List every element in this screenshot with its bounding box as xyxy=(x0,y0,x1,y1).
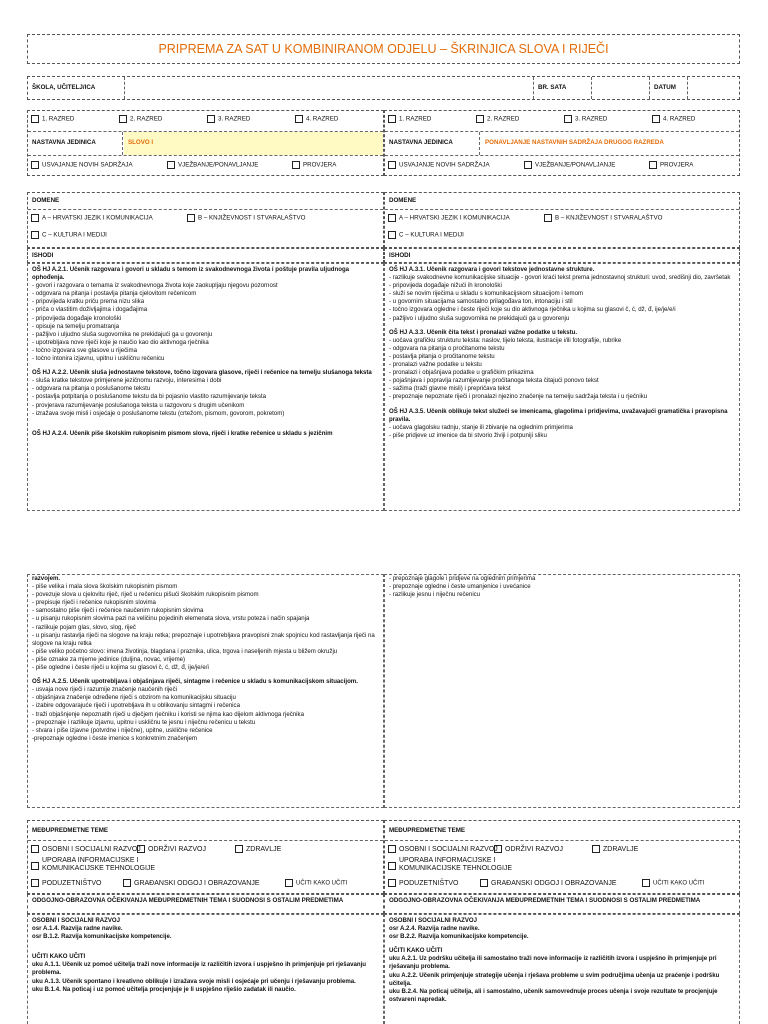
outcome-item: - piše oznake za mjerne jedinice (duljina, novac, vrijeme) xyxy=(32,655,186,663)
outcome-heading: UČITI KAKO UČITI xyxy=(389,947,443,955)
checkbox-icon[interactable] xyxy=(388,862,396,870)
expect-left xyxy=(27,914,384,1024)
outcome-heading: osr B.1.2. Razvija komunikacijske kompetencije. xyxy=(32,933,172,941)
cross-osobni[interactable] xyxy=(388,845,498,854)
outcome-item: -prepoznaje ogledne i česte imenice s konkretnim značenjem xyxy=(32,734,197,742)
checkbox-icon[interactable] xyxy=(652,115,660,123)
expect-header-right xyxy=(384,894,740,914)
cross-item-label: ODRŽIVI RAZVOJ xyxy=(505,846,563,853)
outcome-item: - piše velika i mala slova školskim rukopisnim pismom xyxy=(32,583,178,591)
checkbox-icon[interactable] xyxy=(137,845,145,853)
cross-odrzivi[interactable] xyxy=(494,845,582,854)
left-unit-field[interactable] xyxy=(124,132,383,155)
grade-label: 1. RAZRED xyxy=(399,115,432,123)
grade-label: 3. RAZRED xyxy=(575,115,608,123)
cross-item-label: OSOBNI I SOCIJALNI RAZVOJ xyxy=(399,846,498,853)
left-grade-2[interactable] xyxy=(119,115,197,124)
outcome-item: - pronalazi i objašnjava podatke u grafičkim prikazima xyxy=(389,369,534,377)
outcome-heading: OSOBNI I SOCIJALNI RAZVOJ xyxy=(32,917,121,924)
outcome-item: - razlikuje svakodnevne komunikacijske situacije - govori kraći tekst prema jednostavnoj strukturi: uvod, središnji dio, završetak xyxy=(389,274,731,282)
domain-label: A – HRVATSKI JEZIK I KOMUNIKACIJA xyxy=(42,214,153,222)
checkbox-icon[interactable] xyxy=(564,115,572,123)
outcome-item: - prepoznaje ogledne i česte umanjenice i uvećanice xyxy=(389,583,531,591)
outcomes-header-right xyxy=(384,248,740,263)
left-grade-1[interactable] xyxy=(31,115,109,124)
domain-c[interactable] xyxy=(31,231,107,240)
right-unit-value: PONAVLJANJE NASTAVNIH SADRŽAJA DRUGOG RAZREDA xyxy=(485,139,664,146)
checkbox-icon[interactable] xyxy=(388,845,396,853)
grade-label: 2. RAZRED xyxy=(487,115,520,123)
outcomes-left-1 xyxy=(27,263,384,511)
outcome-item: - odgovara na pitanja o pročitanome tekstu xyxy=(389,344,505,352)
outcome-heading: uku A.2.1. Uz podršku učitelja ili samostalno traži nove informacije iz različitih izvora i uspješno ih primjenjuje pri rješavanju problema. xyxy=(389,955,717,971)
type-label: PROVJERA xyxy=(303,161,337,169)
cross-gradjanski[interactable] xyxy=(480,879,632,888)
checkbox-icon[interactable] xyxy=(285,879,293,887)
type-label: USVAJANJE NOVIH SADRŽAJA xyxy=(42,161,133,169)
checkbox-icon[interactable] xyxy=(187,214,195,222)
checkbox-icon[interactable] xyxy=(544,214,552,222)
outcome-item: - sažima (traži glavne misli) i prepričava tekst xyxy=(389,385,511,393)
outcome-item: - opisuje na temelju promatranja xyxy=(32,322,120,330)
outcome-heading: OŠ HJ A.3.3. Učenik čita tekst i pronalazi važne podatke u tekstu. xyxy=(389,328,578,336)
outcome-item: - pripovijeda događaje kronološki xyxy=(32,314,122,322)
domain-a[interactable] xyxy=(31,214,177,223)
right-grade-4[interactable] xyxy=(652,115,695,124)
right-unit-field[interactable] xyxy=(481,132,739,155)
left-type-row xyxy=(31,161,346,170)
cross-label: MEĐUPREDMETNE TEME xyxy=(32,827,108,834)
outcomes-label: ISHODI xyxy=(32,252,54,259)
outcome-heading: OŠ HJ A.2.5. Učenik upotrebljava i objašnjava riječi, sintagme i rečenice u skladu s komunikacijskom situacijom. xyxy=(32,678,358,686)
left-type-check[interactable] xyxy=(292,161,336,170)
right-grade-3[interactable] xyxy=(564,115,642,124)
outcome-item: - točno intonira izjavnu, upitnu i uskličnu rečenicu xyxy=(32,355,165,363)
cross-item-label: ZDRAVLJE xyxy=(246,846,282,853)
checkbox-icon[interactable] xyxy=(295,115,303,123)
outcome-item: - u govornim situacijama samostalno prilagođava ton, intonaciju i stil xyxy=(389,298,573,306)
left-type-practice[interactable] xyxy=(167,161,282,170)
left-unit-value: SLOVO I xyxy=(128,139,154,146)
cross-item-label: ZDRAVLJE xyxy=(603,846,639,853)
outcome-item: - služi se novim riječima u skladu s komunikacijskom situacijom i temom xyxy=(389,290,584,298)
outcome-item: - postavlja pitanja o pročitanome tekstu xyxy=(389,352,495,360)
outcome-heading: OŠ HJ A.2.1. Učenik razgovara i govori u skladu s temom iz svakodnevnoga života i poštuje pravila uljudnoga ophođenja. xyxy=(32,266,350,282)
outcome-item: - piše veliko početno slovo: imena životinja, blagdana i praznika, ulica, trgova i naseljenih mjesta u bližem okružju xyxy=(32,647,338,655)
outcome-item: - piše pridjeve uz imenice da bi stvorio živiji i potpuniji sliku xyxy=(389,431,547,439)
outcome-item: - pažljivo i uljudno sluša sugovornika ne prekidajući ga u govorenju xyxy=(389,314,570,322)
checkbox-icon[interactable] xyxy=(167,161,175,169)
outcome-item: - izražava svoje misli i osjećaje o poslušanome tekstu (crtežom, pismom, govorom, pokretom) xyxy=(32,409,285,417)
outcome-item: - provjerava razumijevanje poslušanoga teksta u razgovoru s drugim učenikom xyxy=(32,401,245,409)
right-type-check[interactable] xyxy=(649,161,693,170)
school-label: ŠKOLA, UČITELJ/ICA xyxy=(32,84,96,91)
domain-b[interactable] xyxy=(544,214,662,223)
outcome-heading: uku A.1.3. Učenik spontano i kreativno oblikuje i izražava svoje misli i osjećaje pri učenju i rješavanju problema. xyxy=(32,977,356,985)
outcome-item: - upotrebljava nove riječi koje je naučio kao dio aktivnoga rječnika xyxy=(32,338,209,346)
outcome-item: - pripovijeda kratku priču prema nizu slika xyxy=(32,298,145,306)
outcomes-label: ISHODI xyxy=(389,252,411,259)
cross-zdravlje[interactable] xyxy=(592,845,638,854)
date-field[interactable] xyxy=(689,78,739,98)
checkbox-icon[interactable] xyxy=(388,214,396,222)
cross-right xyxy=(384,820,740,894)
checkbox-icon[interactable] xyxy=(235,845,243,853)
outcome-item: - usvaja nove riječi i razumije značenje naučenih riječi xyxy=(32,686,177,694)
outcome-item: - razlikuje jesnu i niječnu rečenicu xyxy=(389,591,481,599)
grade-label: 4. RAZRED xyxy=(306,115,339,123)
cross-ikt[interactable] xyxy=(388,857,528,872)
checkbox-icon[interactable] xyxy=(31,879,39,887)
checkbox-icon[interactable] xyxy=(388,231,396,239)
checkbox-icon[interactable] xyxy=(119,115,127,123)
grade-label: 1. RAZRED xyxy=(42,115,75,123)
right-unit-block xyxy=(384,110,740,176)
cross-osobni[interactable] xyxy=(31,845,141,854)
checkbox-icon[interactable] xyxy=(388,115,396,123)
cross-item-label: UPORABA INFORMACIJSKE I KOMUNIKACIJSKE TEHNOLOGIJE xyxy=(42,857,156,872)
checkbox-icon[interactable] xyxy=(388,161,396,169)
checkbox-icon[interactable] xyxy=(480,879,488,887)
type-label: VJEŽBANJE/PONAVLJANJE xyxy=(535,161,616,169)
outcome-item: - priča o vlastitim doživljajima i događajima xyxy=(32,306,148,314)
cross-item-label: PODUZETNIŠTVO xyxy=(42,880,102,887)
outcome-item: - točno izgovara sve glasove u riječima xyxy=(32,346,137,354)
left-type-new[interactable] xyxy=(31,161,157,170)
cross-item-label: PODUZETNIŠTVO xyxy=(399,880,459,887)
outcome-item: - pripovijeda događaje nižući ih kronološki xyxy=(389,282,502,290)
info-row xyxy=(27,76,740,100)
domain-c[interactable] xyxy=(388,231,464,240)
checkbox-icon[interactable] xyxy=(31,862,39,870)
outcomes-right-2 xyxy=(384,574,740,808)
outcome-item: - pažljivo i uljudno sluša sugovornika ne prekidajući ga u govorenju xyxy=(32,330,213,338)
right-grade-row xyxy=(388,115,705,124)
cross-item-label: UČITI KAKO UČITI xyxy=(653,881,705,887)
outcomes-header-left xyxy=(27,248,384,263)
checkbox-icon[interactable] xyxy=(207,115,215,123)
outcome-item: - u pisanju rastavlja riječi na slogove na kraju retka; prepoznaje i upotrebljava pravopisni znak spojnicu kod rastavljanja riječi na slogove na kraju retka xyxy=(32,631,375,647)
outcome-item: - pronalazi važne podatke u tekstu xyxy=(389,361,482,369)
outcome-heading: osr A.1.4. Razvija radne navike. xyxy=(32,925,123,933)
left-unit-label: NASTAVNA JEDINICA xyxy=(32,139,96,146)
date-label: DATUM xyxy=(654,84,676,91)
outcome-item: - uočava glagolsku radnju, stanje ili zbivanje na oglednim primjerima xyxy=(389,423,573,431)
domain-a[interactable] xyxy=(388,214,534,223)
outcome-heading: OŠ HJ A.3.1. Učenik razgovara i govori tekstove jednostavne strukture. xyxy=(389,266,595,273)
outcome-heading: OŠ HJ A.3.5. Učenik oblikuje tekst služeći se imenicama, glagolima i pridjevima, uvažavajući gramatička i pravopisna pravila. xyxy=(389,407,728,423)
outcome-heading: OŠ HJ A.2.2. Učenik sluša jednostavne tekstove, točno izgovara glasove, riječi i rečenice na temelju slušanoga teksta xyxy=(32,369,372,377)
checkbox-icon[interactable] xyxy=(524,161,532,169)
outcome-item: - odgovara na pitanja i postavlja pitanja cjelovitom rečenicom xyxy=(32,290,197,298)
cross-left xyxy=(27,820,384,894)
outcome-item: - sluša kratke tekstove primjerene jezičnomu razvoju, interesima i dobi xyxy=(32,377,222,385)
outcomes-left-2 xyxy=(27,574,384,808)
outcome-item: - samostalno piše riječi i rečenice naučenim rukopisnim slovima xyxy=(32,607,204,615)
outcome-heading: uku A.2.2. Učenik primjenjuje strategije učenja i rješava probleme u svim područjima učenja uz praćenje i podršku učitelja. xyxy=(389,971,720,987)
outcome-item: - prepoznaje glagole i pridjeve na oglednim primjerima xyxy=(389,575,536,582)
outcome-item: - prepoznaje i razlikuje izjavnu, upitnu i uskličnu te jesnu i niječnu rečenicu u tekstu xyxy=(32,718,256,726)
outcome-heading: OŠ HJ A.2.4. Učenik piše školskim rukopisnim pismom slova, riječi i kratke rečenice u skladu s jezičnim xyxy=(32,429,333,437)
right-type-row xyxy=(388,161,703,170)
checkbox-icon[interactable] xyxy=(123,879,131,887)
page-title: PRIPREMA ZA SAT U KOMBINIRANOM ODJELU – ŠKRINJICA SLOVA I RIJEČI xyxy=(158,42,609,56)
outcome-item: - razlikuje pojam glas, slovo, slog, riječ xyxy=(32,623,136,631)
outcome-heading: UČITI KAKO UČITI xyxy=(32,953,86,961)
grade-label: 4. RAZRED xyxy=(663,115,696,123)
outcome-item: - postavlja potpitanja o poslušanome tekstu da bi pojasnio vlastito razumijevanje teksta xyxy=(32,393,267,401)
right-grade-1[interactable] xyxy=(388,115,466,124)
cross-label: MEĐUPREDMETNE TEME xyxy=(389,827,465,834)
type-label: USVAJANJE NOVIH SADRŽAJA xyxy=(399,161,490,169)
left-grade-4[interactable] xyxy=(295,115,338,124)
outcome-item: - prepisuje riječi i rečenice rukopisnim slovima xyxy=(32,599,156,607)
outcome-item: - stvara i piše izjavne (potvrdne i niječne), upitne, usklične rečenice xyxy=(32,726,213,734)
cross-uku[interactable] xyxy=(285,879,347,888)
cross-item-label: OSOBNI I SOCIJALNI RAZVOJ xyxy=(42,846,141,853)
outcome-item: - govori i razgovara o temama iz svakodnevnoga života koje zaokupljaju njegovu pozornost xyxy=(32,282,278,290)
hour-field[interactable] xyxy=(593,78,647,98)
title-box xyxy=(27,34,740,64)
cross-item-label: GRAĐANSKI ODGOJ I OBRAZOVANJE xyxy=(134,880,260,887)
domain-b[interactable] xyxy=(187,214,305,223)
cross-poduzetnistvo[interactable] xyxy=(31,879,113,888)
checkbox-icon[interactable] xyxy=(388,879,396,887)
cross-poduzetnistvo[interactable] xyxy=(388,879,470,888)
cross-uku[interactable] xyxy=(642,879,704,888)
domain-label: C – KULTURA I MEDIJI xyxy=(42,231,107,239)
outcome-item: - izabire odgovarajuće riječi i upotrebljava ih u oblikovanju sintagmi i rečenica xyxy=(32,702,240,710)
cross-odrzivi[interactable] xyxy=(137,845,225,854)
checkbox-icon[interactable] xyxy=(31,115,39,123)
expect-label: ODGOJNO-OBRAZOVNA OČEKIVANJA MEĐUPREDMETNIH TEMA I SUODNOSI S OSTALIM PREDMETIMA xyxy=(32,897,344,904)
outcome-item: - uočava grafičku strukturu teksta: naslov, tijelo teksta, ilustracije i/ili fotografije, rubrike xyxy=(389,336,622,344)
cross-item-label: GRAĐANSKI ODGOJ I OBRAZOVANJE xyxy=(491,880,617,887)
outcome-item: - piše ogledne i česte riječi u kojima su glasovi č, ć, dž, đ, ije/je/e/i xyxy=(32,664,209,672)
domain-label: B – KNJIŽEVNOST I STVARALAŠTVO xyxy=(555,214,663,222)
outcome-heading: uku A.1.1. Učenik uz pomoć učitelja traži nove informacije iz različitih izvora i uspješno ih primjenjuje pri rješavanju problema. xyxy=(32,961,367,977)
checkbox-icon[interactable] xyxy=(31,214,39,222)
outcome-item: - traži objašnjenje nepoznatih riječi u dječjem rječniku i koristi se njima kao dijelom aktivnoga rječnika xyxy=(32,710,304,718)
outcome-item: - točno izgovara ogledne i česte riječi koje su dio aktivnoga rječnika u kojima su glasovi č, ć, dž, đ, ije/je/e/i xyxy=(389,306,676,314)
checkbox-icon[interactable] xyxy=(476,115,484,123)
type-label: VJEŽBANJE/PONAVLJANJE xyxy=(178,161,259,169)
outcome-item: - u pisanju rukopisnim slovima pazi na veličinu pojedinih elemenata slova, vrstu poteza i način spajanja xyxy=(32,615,310,623)
cross-zdravlje[interactable] xyxy=(235,845,281,854)
type-label: PROVJERA xyxy=(660,161,694,169)
checkbox-icon[interactable] xyxy=(649,161,657,169)
outcome-item: - prepoznaje nepoznate riječi i pronalazi njezino značenje na temelju sadržaja teksta i u rječniku xyxy=(389,393,648,401)
checkbox-icon[interactable] xyxy=(292,161,300,169)
outcome-heading: uku B.2.4. Na poticaj učitelja, ali i samostalno, učenik samovrednuje proces učenja i svoje rezultate te procjenjuje ostvareni napredak. xyxy=(389,987,718,1003)
domain-label: A – HRVATSKI JEZIK I KOMUNIKACIJA xyxy=(399,214,510,222)
outcome-heading: OSOBNI I SOCIJALNI RAZVOJ xyxy=(389,917,478,924)
grade-label: 3. RAZRED xyxy=(218,115,251,123)
domains-right xyxy=(384,192,740,248)
cross-item-label: UPORABA INFORMACIJSKE I KOMUNIKACIJSKE TEHNOLOGIJE xyxy=(399,857,513,872)
outcome-item: - povezuje slova u cjelovitu riječ, riječ u rečenicu pišući školskim rukopisnim pismom xyxy=(32,591,259,599)
expect-label: ODGOJNO-OBRAZOVNA OČEKIVANJA MEĐUPREDMETNIH TEMA I SUODNOSI S OSTALIM PREDMETIMA xyxy=(389,897,701,904)
domains-label: DOMENE xyxy=(389,197,417,204)
hour-label: BR. SATA xyxy=(538,84,567,91)
right-grade-2[interactable] xyxy=(476,115,554,124)
checkbox-icon[interactable] xyxy=(31,845,39,853)
expect-right xyxy=(384,914,740,1024)
domain-label: C – KULTURA I MEDIJI xyxy=(399,231,464,239)
outcome-item: - objašnjava značenje određene riječi s obzirom na komunikacijsku situaciju xyxy=(32,694,236,702)
outcome-item: - pojašnjava i popravlja razumijevanje pročitanoga teksta čitajući ponovo tekst xyxy=(389,377,599,385)
expect-header-left xyxy=(27,894,384,914)
checkbox-icon[interactable] xyxy=(31,161,39,169)
domains-left xyxy=(27,192,384,248)
outcome-item: - odgovara na pitanja o poslušanome tekstu xyxy=(32,385,151,393)
school-field[interactable] xyxy=(126,78,531,98)
outcome-heading: razvojem. xyxy=(32,575,61,582)
left-grade-3[interactable] xyxy=(207,115,285,124)
outcome-heading: osr B.2.2. Razvija komunikacijske kompetencije. xyxy=(389,933,529,941)
left-grade-row xyxy=(31,115,348,124)
left-unit-block xyxy=(27,110,384,176)
outcome-heading: osr A.2.4. Razvija radne navike. xyxy=(389,925,480,933)
checkbox-icon[interactable] xyxy=(642,879,650,887)
domains-label: DOMENE xyxy=(32,197,60,204)
grade-label: 2. RAZRED xyxy=(130,115,163,123)
checkbox-icon[interactable] xyxy=(494,845,502,853)
cross-ikt[interactable] xyxy=(31,857,171,872)
cross-gradjanski[interactable] xyxy=(123,879,275,888)
right-type-practice[interactable] xyxy=(524,161,639,170)
cross-item-label: UČITI KAKO UČITI xyxy=(296,881,348,887)
checkbox-icon[interactable] xyxy=(31,231,39,239)
outcome-heading: uku B.1.4. Na poticaj i uz pomoć učitelja procjenjuje je li uspješno riješio zadatak ili naučio. xyxy=(32,985,296,993)
right-unit-label: NASTAVNA JEDINICA xyxy=(389,139,453,146)
right-type-new[interactable] xyxy=(388,161,514,170)
domain-label: B – KNJIŽEVNOST I STVARALAŠTVO xyxy=(198,214,306,222)
outcomes-right-1 xyxy=(384,263,740,511)
checkbox-icon[interactable] xyxy=(592,845,600,853)
cross-item-label: ODRŽIVI RAZVOJ xyxy=(148,846,206,853)
